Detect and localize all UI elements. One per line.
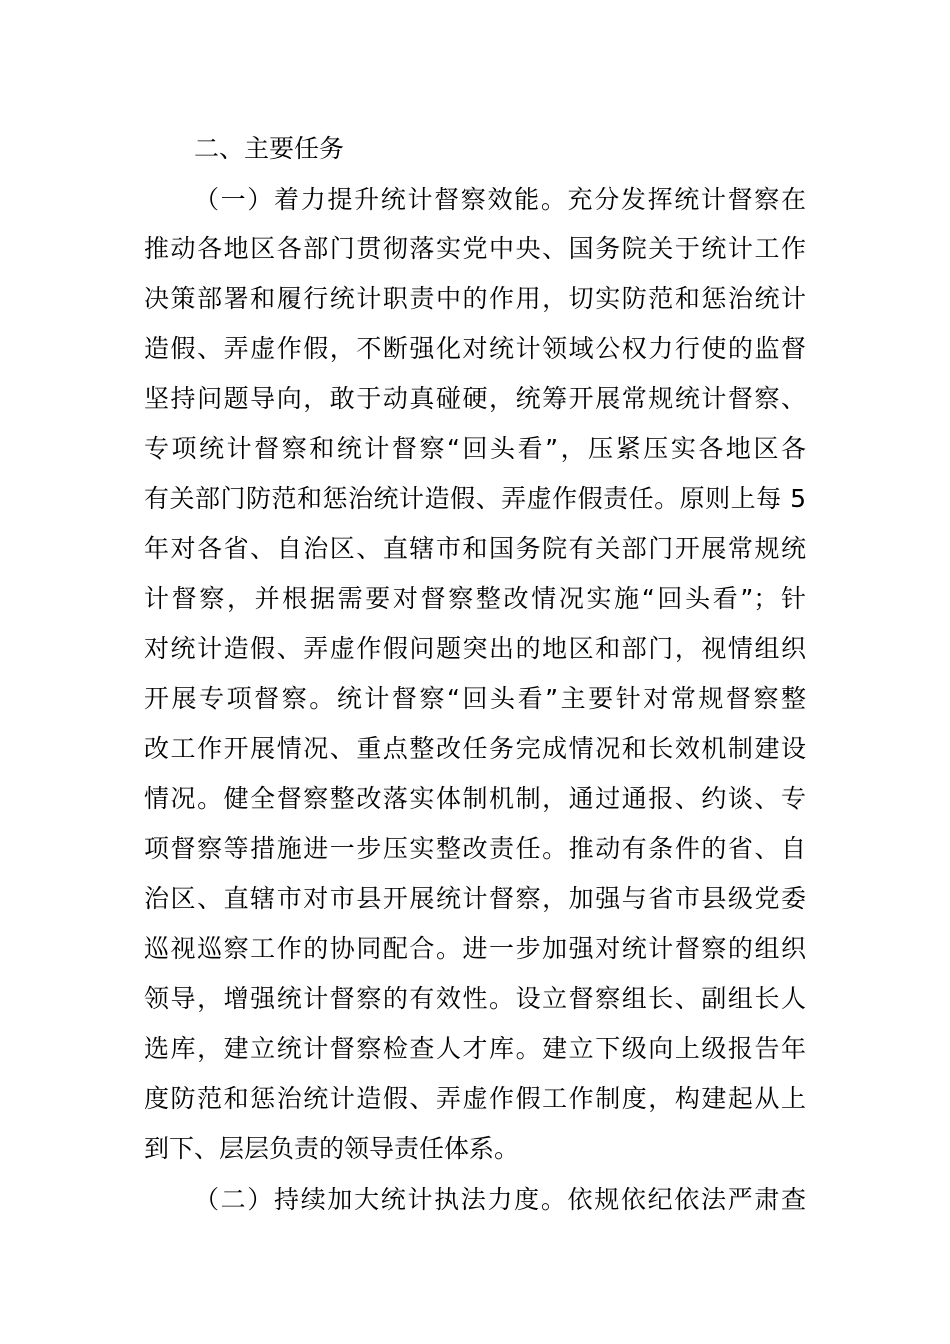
paragraph-1-line-2: 推动各地区各部门贯彻落实党中央、国务院关于统计工作 [144, 234, 806, 263]
paragraph-1-line-9: 计督察，并根据需要对督察整改情况实施“回头看”；针 [144, 584, 806, 613]
paragraph-1-line-3: 决策部署和履行统计职责中的作用，切实防范和惩治统计 [144, 284, 806, 313]
paragraph-1-line-20: 到下、层层负责的领导责任体系。 [144, 1134, 520, 1163]
paragraph-1-line-13: 情况。健全督察整改落实体制机制，通过通报、约谈、专 [144, 784, 806, 813]
paragraph-1-line-11: 开展专项督察。统计督察“回头看”主要针对常规督察整 [144, 684, 806, 713]
paragraph-1-line-18: 选库，建立统计督察检查人才库。建立下级向上级报告年 [144, 1034, 806, 1063]
paragraph-1-line-7: 有关部门防范和惩治统计造假、弄虚作假责任。原则上每 5 [144, 484, 806, 513]
paragraph-1-line-16: 巡视巡察工作的协同配合。进一步加强对统计督察的组织 [144, 934, 806, 963]
paragraph-1-line-17: 领导，增强统计督察的有效性。设立督察组长、副组长人 [144, 984, 806, 1013]
paragraph-2-line-1: （二）持续加大统计执法力度。依规依纪依法严肃查 [194, 1185, 806, 1214]
paragraph-1-line-8: 年对各省、自治区、直辖市和国务院有关部门开展常规统 [144, 534, 806, 563]
paragraph-1-line-6: 专项统计督察和统计督察“回头看”，压紧压实各地区各 [144, 434, 806, 463]
paragraph-1-line-5: 坚持问题导向，敢于动真碰硬，统筹开展常规统计督察、 [144, 384, 806, 413]
section-heading: 二、主要任务 [194, 134, 345, 163]
paragraph-1-line-15: 治区、直辖市对市县开展统计督察，加强与省市县级党委 [144, 884, 806, 913]
paragraph-1-line-19: 度防范和惩治统计造假、弄虚作假工作制度，构建起从上 [144, 1084, 806, 1113]
paragraph-1-line-12: 改工作开展情况、重点整改任务完成情况和长效机制建设 [144, 734, 806, 763]
paragraph-1-line-1: （一）着力提升统计督察效能。充分发挥统计督察在 [194, 185, 806, 214]
paragraph-1-line-10: 对统计造假、弄虚作假问题突出的地区和部门，视情组织 [144, 634, 806, 663]
paragraph-1-line-4: 造假、弄虚作假，不断强化对统计领域公权力行使的监督 [144, 334, 806, 363]
paragraph-1-line-14: 项督察等措施进一步压实整改责任。推动有条件的省、自 [144, 834, 806, 863]
